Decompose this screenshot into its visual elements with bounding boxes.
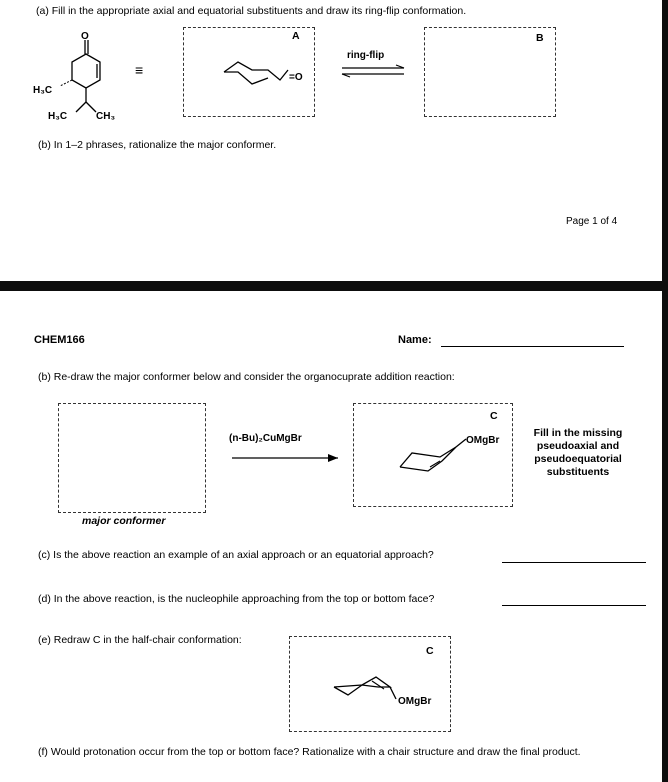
chair-oxo-label: =O xyxy=(289,72,303,83)
page-separator xyxy=(0,281,668,291)
isopropyl-right-label: CH₃ xyxy=(96,111,116,122)
question-e: (e) Redraw C in the half-chair conformation: xyxy=(38,634,242,646)
major-conformer-caption: major conformer xyxy=(82,515,166,527)
ring-flip-label: ring-flip xyxy=(347,50,385,61)
fill-instruction-note: Fill in the missing pseudoaxial and pseudoequatorial substituents xyxy=(533,427,623,478)
oxo-label: O xyxy=(81,31,89,42)
isopropyl-left-label: H₃C xyxy=(48,111,68,122)
box-a-label: A xyxy=(292,30,300,42)
page-2 xyxy=(0,291,662,782)
question-f: (f) Would protonation occur from the top or bottom face? Rationalize with a chair structure and draw the final product. xyxy=(38,746,581,758)
major-conformer-box[interactable] xyxy=(58,403,206,513)
reaction-arrow xyxy=(230,453,340,463)
box-c-label: C xyxy=(490,410,498,422)
product-c-structure xyxy=(398,441,478,481)
answer-line-c[interactable] xyxy=(502,562,646,563)
page-1 xyxy=(0,0,662,281)
question-c: (c) Is the above reaction an example of an axial approach or an equatorial approach? xyxy=(38,549,434,561)
half-chair-structure xyxy=(332,671,402,707)
viewer-edge xyxy=(662,0,668,782)
omgbr-label-c: OMgBr xyxy=(466,435,500,446)
answer-line-d[interactable] xyxy=(502,605,646,606)
question-b-page2: (b) Re-draw the major conformer below and consider the organocuprate addition reaction: xyxy=(38,371,455,383)
omgbr-label-e: OMgBr xyxy=(398,696,432,707)
equilibrium-arrows xyxy=(340,65,406,79)
page-indicator: Page 1 of 4 xyxy=(566,216,618,227)
question-d: (d) In the above reaction, is the nucleophile approaching from the top or bottom face? xyxy=(38,593,435,605)
equivalence-symbol: ≡ xyxy=(135,62,144,78)
methyl-label: H₃C xyxy=(33,85,53,96)
course-header: CHEM166 xyxy=(34,334,85,346)
question-b-page1: (b) In 1–2 phrases, rationalize the major conformer. xyxy=(38,139,277,151)
name-field-line[interactable] xyxy=(441,346,624,347)
question-a: (a) Fill in the appropriate axial and equatorial substituents and draw its ring-flip conformation. xyxy=(36,5,467,17)
reagent-label: (n-Bu)₂CuMgBr xyxy=(229,433,302,444)
box-b-label: B xyxy=(536,32,544,44)
name-label: Name: xyxy=(398,334,432,346)
box-e-label: C xyxy=(426,645,434,657)
